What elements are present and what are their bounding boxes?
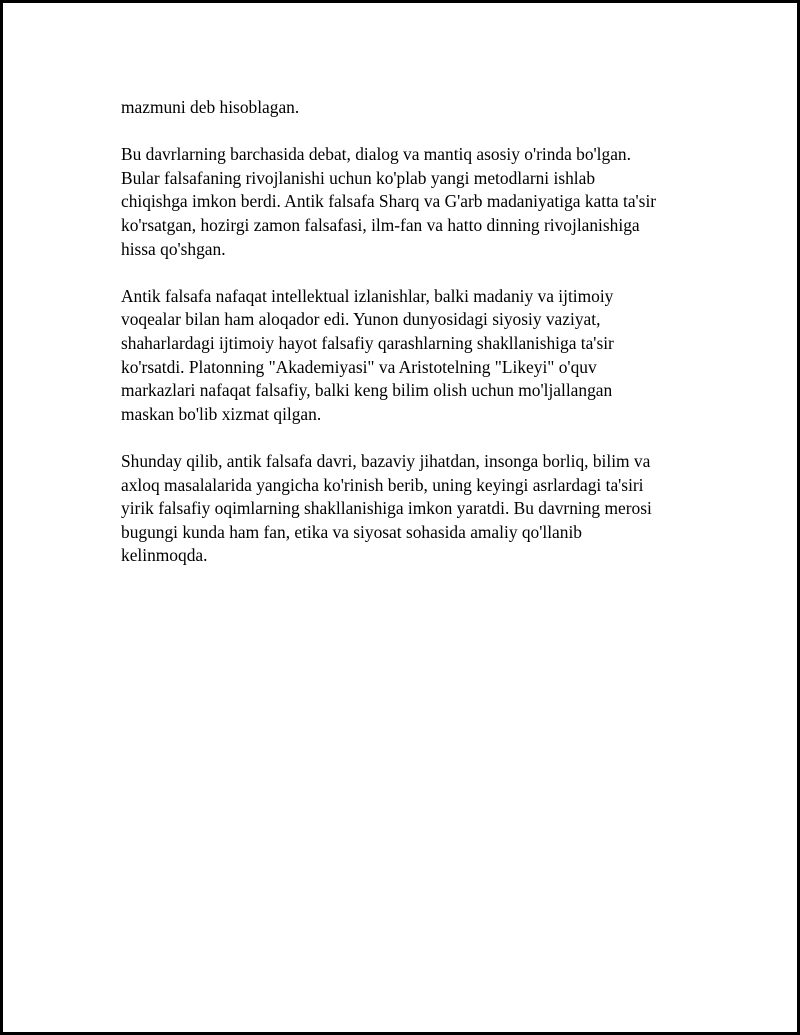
- paragraph-2: Bu davrlarning barchasida debat, dialog va mantiq asosiy o'rinda bo'lgan. Bular falsafaning rivojlanishi uchun ko'plab yangi metodlarni ishlab chiqishga imkon berdi. Antik falsafa Sharq va G'arb madaniyatiga katta ta'sir ko'rsatgan, hozirgi zamon falsafasi, ilm-fan va hatto dinning rivojlanishiga hissa qo'shgan.: [121, 144, 657, 259]
- paragraph-1: mazmuni deb hisoblagan.: [121, 97, 300, 117]
- paragraph-3: Antik falsafa nafaqat intellektual izlanishlar, balki madaniy va ijtimoiy voqealar bilan ham aloqador edi. Yunon dunyosidagi siyosiy vaziyat, shaharlardagi ijtimoiy hayot falsafiy qarashlarning shakllanishiga ta'sir ko'rsatdi. Platonning "Akademiyasi" va Aristotelning "Likeyi" o'quv markazlari nafaqat falsafiy, balki keng bilim olish uchun mo'ljallangan maskan bo'lib xizmat qilgan.: [121, 285, 614, 424]
- paragraph-4: Shunday qilib, antik falsafa davri, bazaviy jihatdan, insonga borliq, bilim va axloq masalalarida yangicha ko'rinish berib, uning keyingi asrlardagi ta'siri yirik falsafiy oqimlarning shakllanishiga imkon yaratdi. Bu davrning merosi bugungi kunda ham fan, etika va siyosat sohasida amaliy qo'llanib kelinmoqda.: [121, 450, 652, 566]
- document-body: [121, 96, 701, 591]
